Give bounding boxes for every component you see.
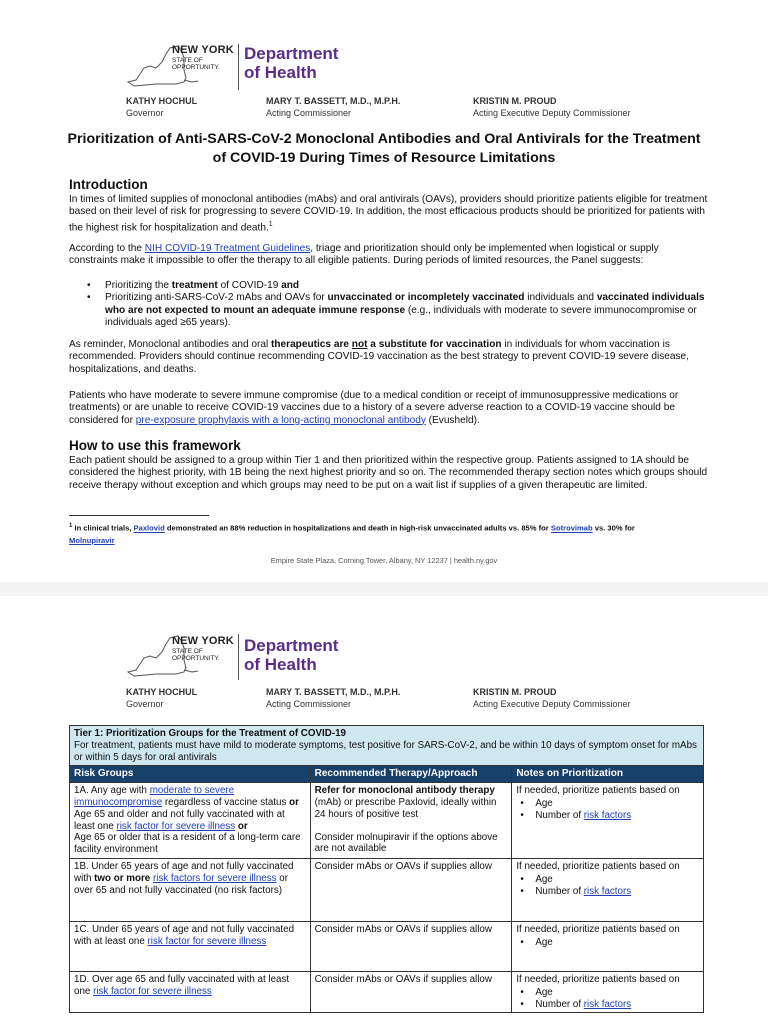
panel-suggestions-list: [69, 280, 709, 329]
risk-group-cell: 1A. Any age with moderate to severe immunocompromise regardless of vaccine status or Age 65 and older and not fully vaccinated with at least one risk factor for severe illness or Age 65 or older that is a resident of a long-term care facility environment: [70, 783, 311, 859]
risk-group-cell: 1D. Over age 65 and fully vaccinated with at least one risk factor for severe illness: [70, 971, 311, 1012]
tier1-header-row: [70, 726, 704, 766]
risk-factors-link[interactable]: risk factors: [583, 998, 632, 1010]
official-governor: KATHY HOCHUL Governor: [126, 687, 198, 709]
table-row-1a: [70, 783, 704, 859]
risk-group-cell: 1C. Under 65 years of age and not fully vaccinated with at least one risk factor for severe illness: [70, 921, 311, 971]
tier1-table: [69, 725, 704, 1013]
footnote: $^1$ In clinical trials, Paxlovid demonstrated an 88% reduction in hospitalizations and death in high-risk unvaccinated adults vs. 85% for Sotrovimab vs. 30% for Molnupiravir: [69, 523, 635, 545]
tier1-subtitle: For treatment, patients must have mild to moderate symptoms, test positive for SARS-CoV-2, and be within 10 days of symptom onset for mAbs or within 5 days for oral antivirals: [74, 739, 697, 763]
intro-heading: Introduction: [69, 177, 148, 192]
list-item: • Prioritizing the treatment of COVID-19 and: [69, 280, 709, 292]
page-gap: [0, 582, 768, 596]
table-row-1b: [70, 858, 704, 921]
official-commissioner: MARY T. BASSETT, M.D., M.P.H. Acting Commissioner: [266, 687, 401, 709]
sotrovimab-link[interactable]: Sotrovimab: [550, 523, 593, 533]
table-row-1d: [70, 971, 704, 1012]
column-header-row: [70, 766, 704, 783]
notes-cell: If needed, prioritize patients based on • Age • Number of risk factors: [512, 971, 704, 1012]
risk-factors-link[interactable]: risk factors: [583, 809, 632, 821]
molnupiravir-link[interactable]: Molnupiravir: [69, 535, 115, 545]
letterhead-divider: [238, 44, 239, 90]
immunocompromise-link[interactable]: moderate to severe immunocompromise: [74, 785, 235, 808]
official-deputy: KRISTIN M. PROUD Acting Executive Deputy Commissioner: [473, 96, 631, 118]
official-deputy: KRISTIN M. PROUD Acting Executive Deputy Commissioner: [473, 687, 631, 709]
nih-guidelines-link[interactable]: NIH COVID-19 Treatment Guidelines: [144, 243, 311, 254]
vaccination-reminder-paragraph: As reminder, Monoclonal antibodies and oral therapeutics are not a substitute for vaccination in individuals for whom vaccination is recommended. Providers should continue recommending COVID-19 vaccination as the best strategy to prevent COVID-19 severe disease, hospitalizations, and deaths.: [69, 339, 689, 375]
risk-factor-link[interactable]: risk factor for severe illness: [93, 985, 212, 997]
letterhead: [0, 596, 768, 714]
therapy-cell: Consider mAbs or OAVs if supplies allow: [310, 921, 512, 971]
tier1-title: Tier 1: Prioritization Groups for the Treatment of COVID-19: [74, 728, 346, 739]
risk-group-cell: 1B. Under 65 years of age and not fully vaccinated with two or more risk factors for severe illness or over 65 and not fully vaccinated (no risk factors): [70, 858, 311, 921]
document-title: Prioritization of Anti-SARS-CoV-2 Monoclonal Antibodies and Oral Antivirals for the Treatment of COVID-19 During Times of Resource Limitations: [67, 131, 701, 166]
state-name: NEW YORK: [172, 44, 234, 56]
notes-cell: If needed, prioritize patients based on • Age • Number of risk factors: [512, 783, 704, 859]
state-name: NEW YORK: [172, 635, 234, 647]
paxlovid-link[interactable]: Paxlovid: [133, 523, 165, 533]
risk-factors-link[interactable]: risk factors: [583, 885, 632, 897]
state-tagline: STATE OF OPPORTUNITY.: [172, 57, 220, 71]
risk-factor-link[interactable]: risk factor for severe illness: [147, 935, 267, 947]
official-commissioner: MARY T. BASSETT, M.D., M.P.H. Acting Commissioner: [266, 96, 401, 118]
letterhead-divider: [238, 634, 239, 680]
notes-cell: If needed, prioritize patients based on • Age • Number of risk factors: [512, 858, 704, 921]
page-footer: Empire State Plaza, Corning Tower, Albany, NY 12237 | health.ny.gov: [270, 556, 498, 565]
official-governor: KATHY HOCHUL Governor: [126, 96, 198, 118]
col-notes: Notes on Prioritization: [512, 766, 704, 783]
department-name: Department of Health: [244, 44, 339, 82]
therapy-cell: Refer for monoclonal antibody therapy (mAb) or prescribe Paxlovid, ideally within 24 hours of positive test Consider molnupiravir if the options above are not available: [310, 783, 512, 859]
footnote-rule: [69, 515, 209, 516]
prophylaxis-paragraph: Patients who have moderate to severe immune compromise (due to a medical condition or receipt of immunosuppressive medications or treatments) or are unable to receive COVID-19 vaccines due to a history of a severe adverse reaction to a COVID-19 vaccine should be considered for pre-exposure prophylaxis with a long-acting monoclonal antibody (Evusheld).: [69, 390, 679, 426]
intro-paragraph: In times of limited supplies of monoclonal antibodies (mAbs) and oral antivirals (OAVs), providers should prioritize patients eligible for treatment based on their level of risk for progressing to severe COVID-19. In addition, the most efficacious products should be prioritized for patients with the highest risk for hospitalization and death.$^1$: [69, 194, 708, 233]
howto-paragraph: Each patient should be assigned to a group within Tier 1 and then prioritized within the respective group. Patients assigned to 1A should be considered the highest priority, with 1B being the next highest priority and so on. The recommended therapy section notes which groups should receive therapy without exception and which groups may need to be put on a wait list if supplies of a given therapeutic are limited.: [69, 455, 708, 491]
therapy-cell: Consider mAbs or OAVs if supplies allow: [310, 858, 512, 921]
col-risk-groups: Risk Groups: [70, 766, 311, 783]
col-recommended-therapy: Recommended Therapy/Approach: [310, 766, 512, 783]
notes-cell: If needed, prioritize patients based on • Age: [512, 921, 704, 971]
risk-factors-link[interactable]: risk factors for severe illness: [152, 872, 277, 884]
therapy-cell: Consider mAbs or OAVs if supplies allow: [310, 971, 512, 1012]
howto-heading: How to use this framework: [69, 438, 241, 453]
prophylaxis-link[interactable]: pre-exposure prophylaxis with a long-acting monoclonal antibody: [135, 414, 426, 426]
letterhead: [0, 0, 768, 118]
department-name: Department of Health: [244, 636, 339, 674]
table-row-1c: [70, 921, 704, 971]
state-tagline: STATE OF OPPORTUNITY.: [172, 648, 220, 662]
list-item: • Prioritizing anti-SARS-CoV-2 mAbs and OAVs for unvaccinated or incompletely vaccinated individuals and vaccinated individuals who are not expected to mount an adequate immune response (e.g., individuals with moderate to severe immunocompromise or individuals aged ≥65 years).: [69, 292, 709, 329]
risk-factor-link[interactable]: risk factor for severe illness: [116, 820, 236, 832]
page-2: [0, 596, 768, 1024]
guidelines-paragraph: According to the NIH COVID-19 Treatment Guidelines, triage and prioritization should only be implemented when logistical or supply constraints make it impossible to offer the therapy to all eligible patients. During periods of limited resources, the Panel suggests:: [69, 243, 659, 267]
